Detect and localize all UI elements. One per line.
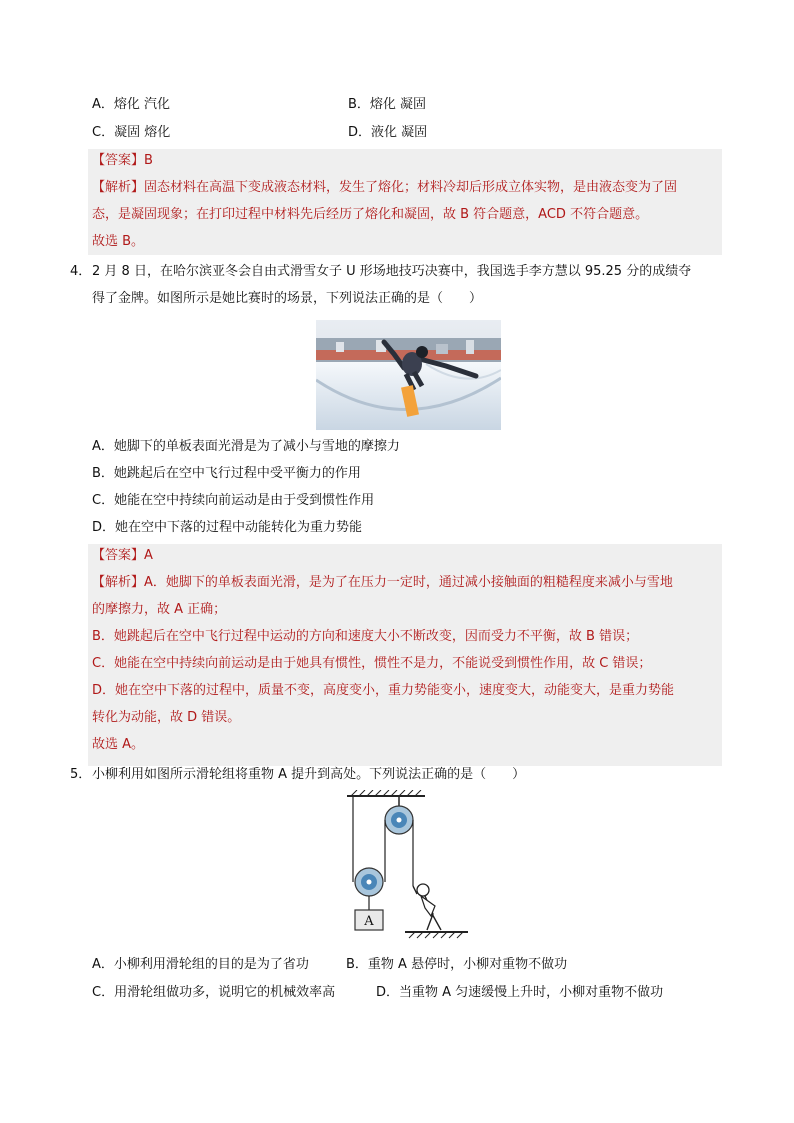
q3-conclusion: 故选 B。	[92, 234, 145, 249]
q3-option-b: B．熔化 凝固	[348, 97, 427, 112]
q3-analysis-line-1	[92, 178, 677, 198]
pulley-system-image	[345, 790, 470, 942]
q4-analysis-line-d2: 转化为动能，故 D 错误。	[92, 710, 241, 725]
q4-analysis-label: 【解析】	[92, 575, 145, 590]
q5-option-b: B．重物 A 悬停时，小柳对重物不做功	[346, 957, 568, 972]
q3-analysis-line-2: 态，是凝固现象；在打印过程中材料先后经历了熔化和凝固，故 B 符合题意，ACD 不符合题意。	[92, 207, 649, 222]
q5-number: 5．	[70, 767, 92, 782]
q4-analysis-line-a2: 的摩擦力，故 A 正确；	[92, 602, 227, 617]
q4-analysis-line-b: B．她跳起后在空中飞行过程中运动的方向和速度大小不断改变，因而受力不平衡，故 B 错误；	[92, 629, 639, 644]
pulley-diagram	[345, 790, 470, 942]
q4-stem-line-2: 得了金牌。如图所示是她比赛时的场景，下列说法正确的是（ ）	[92, 291, 483, 306]
q3-analysis-box	[88, 149, 722, 255]
q5-option-c: C．用滑轮组做功多，说明它的机械效率高	[92, 985, 336, 1000]
q3-option-d: D．液化 凝固	[348, 125, 428, 140]
q4-analysis-line-c: C．她能在空中持续向前运动是由于她具有惯性，惯性不是力，不能说受到惯性作用，故 C 错误；	[92, 656, 652, 671]
q4-option-b: B．她跳起后在空中飞行过程中受平衡力的作用	[92, 466, 361, 481]
q4-option-a: A．她脚下的单板表面光滑是为了减小与雪地的摩擦力	[92, 439, 400, 454]
q4-number: 4．	[70, 264, 92, 279]
q3-option-a: A．熔化 汽化	[92, 97, 171, 112]
q5-stem: 小柳利用如图所示滑轮组将重物 A 提升到高处。下列说法正确的是（ ）	[92, 767, 526, 782]
q4-analysis-text-a1: A．她脚下的单板表面光滑，是为了在压力一定时，通过减小接触面的粗糙程度来减小与雪地	[144, 575, 673, 590]
q4-answer: 【答案】A	[92, 548, 153, 563]
q5-option-a: A．小柳利用滑轮组的目的是为了省功	[92, 957, 309, 972]
q4-option-d: D．她在空中下落的过程中动能转化为重力势能	[92, 520, 363, 535]
snowboarder-photo	[316, 320, 501, 430]
q5-option-d: D．当重物 A 匀速缓慢上升时，小柳对重物不做功	[376, 985, 664, 1000]
q4-analysis-box	[88, 544, 722, 766]
q3-analysis-text-1: 固态材料在高温下变成液态材料，发生了熔化；材料冷却后形成立体实物，是由液态变为了固	[144, 180, 678, 195]
q4-conclusion: 故选 A。	[92, 737, 145, 752]
q3-option-c: C．凝固 熔化	[92, 125, 171, 140]
halfpipe-scene-image	[316, 320, 501, 430]
q4-analysis-line-d1: D．她在空中下落的过程中，质量不变，高度变小，重力势能变小，速度变大，动能变大，是重力势能	[92, 683, 675, 698]
q3-answer: 【答案】B	[92, 153, 153, 168]
weight-label: A	[364, 914, 374, 929]
q4-option-c: C．她能在空中持续向前运动是由于受到惯性作用	[92, 493, 375, 508]
q4-analysis-line-a1	[92, 573, 673, 593]
q3-analysis-label: 【解析】	[92, 180, 145, 195]
q4-stem-line-1: 2 月 8 日，在哈尔滨亚冬会自由式滑雪女子 U 形场地技巧决赛中，我国选手李方慧以 95.25 分的成绩夺	[92, 264, 692, 279]
